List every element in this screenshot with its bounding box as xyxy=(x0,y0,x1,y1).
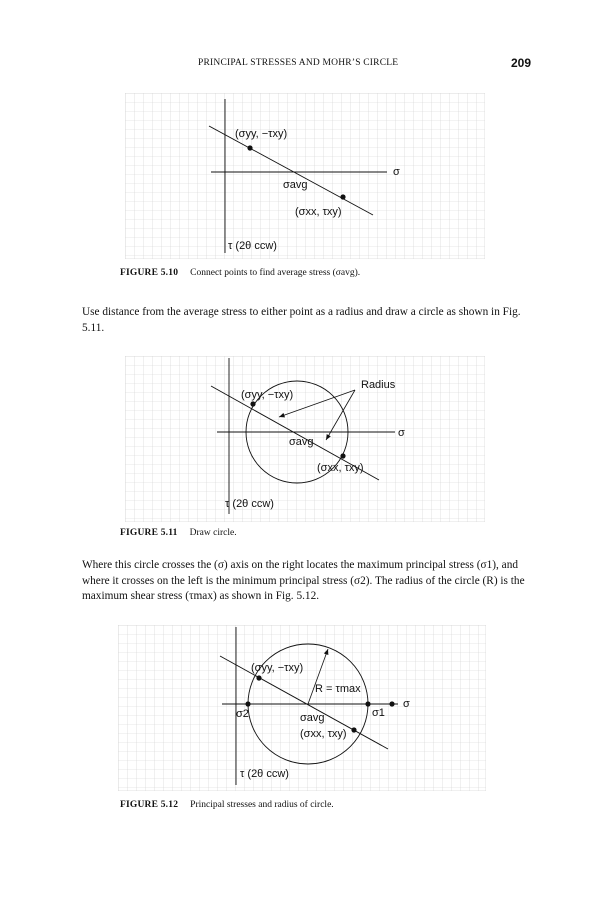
point-sigma1 xyxy=(365,701,370,706)
label-point-yy: (σyy, −τxy) xyxy=(241,389,294,401)
point-xx xyxy=(340,194,345,199)
caption-5-10 xyxy=(120,268,360,278)
caption-text: Principal stresses and radius of circle. xyxy=(190,800,334,810)
label-point-yy: (σyy, −τxy) xyxy=(235,128,288,140)
running-title: PRINCIPAL STRESSES AND MOHR’S CIRCLE xyxy=(198,58,399,68)
figure-5-11 xyxy=(125,356,485,522)
point-sigma2 xyxy=(245,701,250,706)
label-tau-axis: τ (2θ ccw) xyxy=(228,240,277,252)
point-xx xyxy=(351,727,356,732)
label-radius: Radius xyxy=(361,379,396,391)
paragraph-1: Use distance from the average stress to either point as a radius and draw a circle as shown in Fig. 5.11. xyxy=(82,306,521,334)
label-avg: σavg xyxy=(289,436,314,448)
label-sigma-axis: σ xyxy=(403,698,410,710)
label-tau-axis: τ (2θ ccw) xyxy=(225,498,274,510)
label-radius: R = τmax xyxy=(315,683,361,695)
label-tau-axis: τ (2θ ccw) xyxy=(240,768,289,780)
caption-text: Draw circle. xyxy=(189,528,237,538)
label-point-xx: (σxx, τxy) xyxy=(295,206,342,218)
caption-label: FIGURE 5.11 xyxy=(120,528,178,538)
page-number: 209 xyxy=(511,56,532,70)
figure-5-12 xyxy=(118,625,486,791)
point-yy xyxy=(250,401,255,406)
point-axis-end xyxy=(389,701,394,706)
label-avg: σavg xyxy=(283,179,308,191)
paragraph-2: Where this circle crosses the (σ) axis on the right locates the maximum principal stress (σ1), and where it crosses on the left is the minimum principal stress (σ2). The radius of the circle (R) is the maximum shear stress (τmax) as shown in Fig. 5.12. xyxy=(82,559,525,602)
label-sigma1: σ1 xyxy=(372,707,385,719)
label-sigma-axis: σ xyxy=(393,166,400,178)
grid-background xyxy=(118,625,486,791)
point-yy xyxy=(256,675,261,680)
page-header xyxy=(0,58,600,72)
label-point-xx: (σxx, τxy) xyxy=(300,728,347,740)
caption-label: FIGURE 5.10 xyxy=(120,268,179,278)
label-avg: σavg xyxy=(300,712,325,724)
caption-label: FIGURE 5.12 xyxy=(120,800,179,810)
caption-text: Connect points to find average stress (σavg). xyxy=(190,268,361,278)
point-yy xyxy=(247,145,252,150)
label-point-xx: (σxx, τxy) xyxy=(317,462,364,474)
caption-5-12 xyxy=(120,800,334,810)
label-sigma-axis: σ xyxy=(398,427,405,439)
label-point-yy: (σyy, −τxy) xyxy=(251,662,304,674)
point-xx xyxy=(340,453,345,458)
grid-background xyxy=(125,93,485,259)
caption-5-11 xyxy=(120,528,237,538)
figure-5-10 xyxy=(125,93,485,259)
label-sigma2: σ2 xyxy=(236,708,249,720)
